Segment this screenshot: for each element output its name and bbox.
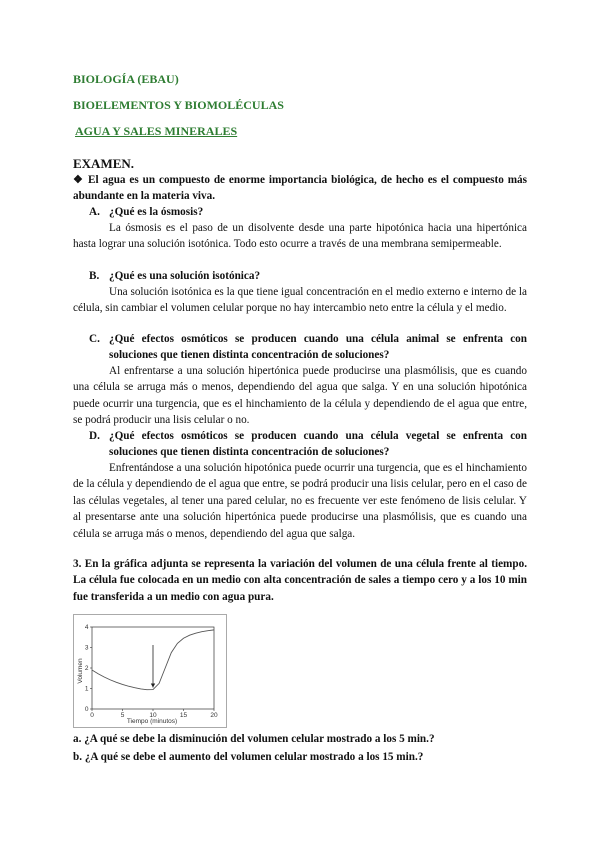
sub-question-a: a. ¿A qué se debe la disminución del volumen celular mostrado a los 5 min.? — [73, 733, 435, 745]
unit-heading: BIOELEMENTOS Y BIOMOLÉCULAS — [73, 98, 284, 112]
question-3: 3. En la gráfica adjunta se representa la variación del volumen de una célula frente al tiempo. La célula fue colocada en un medio con alta concentración de sales a tiempo cero y a los 10 min fue transferida a un medio con agua pura. — [73, 558, 527, 603]
sub-question-b: b. ¿A qué se debe el aumento del volumen celular mostrado a los 15 min.? — [73, 751, 424, 763]
y-tick-label: 0 — [84, 706, 89, 714]
question-letter: C. — [89, 333, 100, 345]
question-a — [89, 204, 527, 220]
x-tick-label: 0 — [90, 712, 94, 719]
volume-chart-frame — [73, 614, 227, 728]
y-tick-label: 2 — [84, 665, 89, 673]
topic-heading: AGUA Y SALES MINERALES — [75, 124, 238, 138]
answer-b: Una solución isotónica es la que tiene igual concentración en el medio externo e interno de la célula, sin cambiar el volumen celular porque no hay intercambio neto entre la célula y el medio. — [73, 286, 527, 315]
y-tick-label: 4 — [84, 624, 89, 632]
exam-label: EXAMEN. — [73, 156, 135, 171]
answer-d: Enfrentándose a una solución hipotónica puede ocurrir una turgencia, que es el hinchamiento de la célula y dependiendo de el agua que entre, se podrá producir una lisis celular, pero en el caso de las células vegetales, al tener una pared celular, no es frecuente ver este fenómeno de lisis celular. Y al presentarse ante una solución hipertónica puede producirse una plasmólisis, que es cuando una célula se arruga más o menos, dependiendo del agua que salga. — [73, 462, 527, 540]
volume-chart — [74, 615, 226, 727]
subject-heading: BIOLOGÍA (EBAU) — [73, 72, 179, 86]
question-text: ¿Qué efectos osmóticos se producen cuando una célula vegetal se enfrenta con soluciones que tienen distinta concentración de soluciones? — [109, 430, 527, 459]
y-tick-label: 1 — [84, 685, 89, 693]
x-tick-label: 10 — [149, 712, 157, 719]
x-axis-label: Tiempo (minutos) — [126, 718, 178, 725]
question-c — [89, 331, 527, 364]
y-axis-label: Volumen — [77, 658, 84, 684]
question-d — [89, 428, 527, 461]
x-tick-label: 20 — [210, 712, 218, 719]
answer-a: La ósmosis es el paso de un disolvente desde una parte hipotónica hacia una hipertónica hasta lograr una solución isotónica. Todo esto ocurre a través de una membrana semipermeable. — [73, 222, 527, 251]
diamond-bullet-icon: ❖ — [73, 174, 85, 186]
intro-paragraph — [73, 172, 527, 205]
question-text: ¿Qué efectos osmóticos se producen cuando una célula animal se enfrenta con soluciones que tienen distinta concentración de soluciones? — [109, 333, 527, 362]
transfer-arrow-icon — [151, 683, 155, 687]
intro-text: El agua es un compuesto de enorme importancia biológica, de hecho es el compuesto más abundante en la materia viva. — [73, 174, 528, 203]
x-tick-label: 5 — [120, 712, 125, 719]
question-text: ¿Qué es una solución isotónica? — [109, 270, 261, 282]
question-text: ¿Qué es la ósmosis? — [109, 206, 204, 218]
y-tick-label: 3 — [84, 644, 89, 652]
question-b — [89, 268, 527, 284]
question-letter: A. — [89, 206, 100, 218]
x-tick-label: 15 — [179, 712, 188, 719]
question-letter: B. — [89, 270, 100, 282]
question-letter: D. — [89, 430, 100, 442]
answer-c: Al enfrentarse a una solución hipertónica puede producirse una plasmólisis, que es cuando una célula se arruga más o menos, dependiendo del agua que salga. Y en una solución hipotónica puede ocurrir una turgencia, que es el hinchamiento de la célula y dependiendo de el agua que entre, se podrá producir una lisis celular o no. — [73, 365, 527, 427]
